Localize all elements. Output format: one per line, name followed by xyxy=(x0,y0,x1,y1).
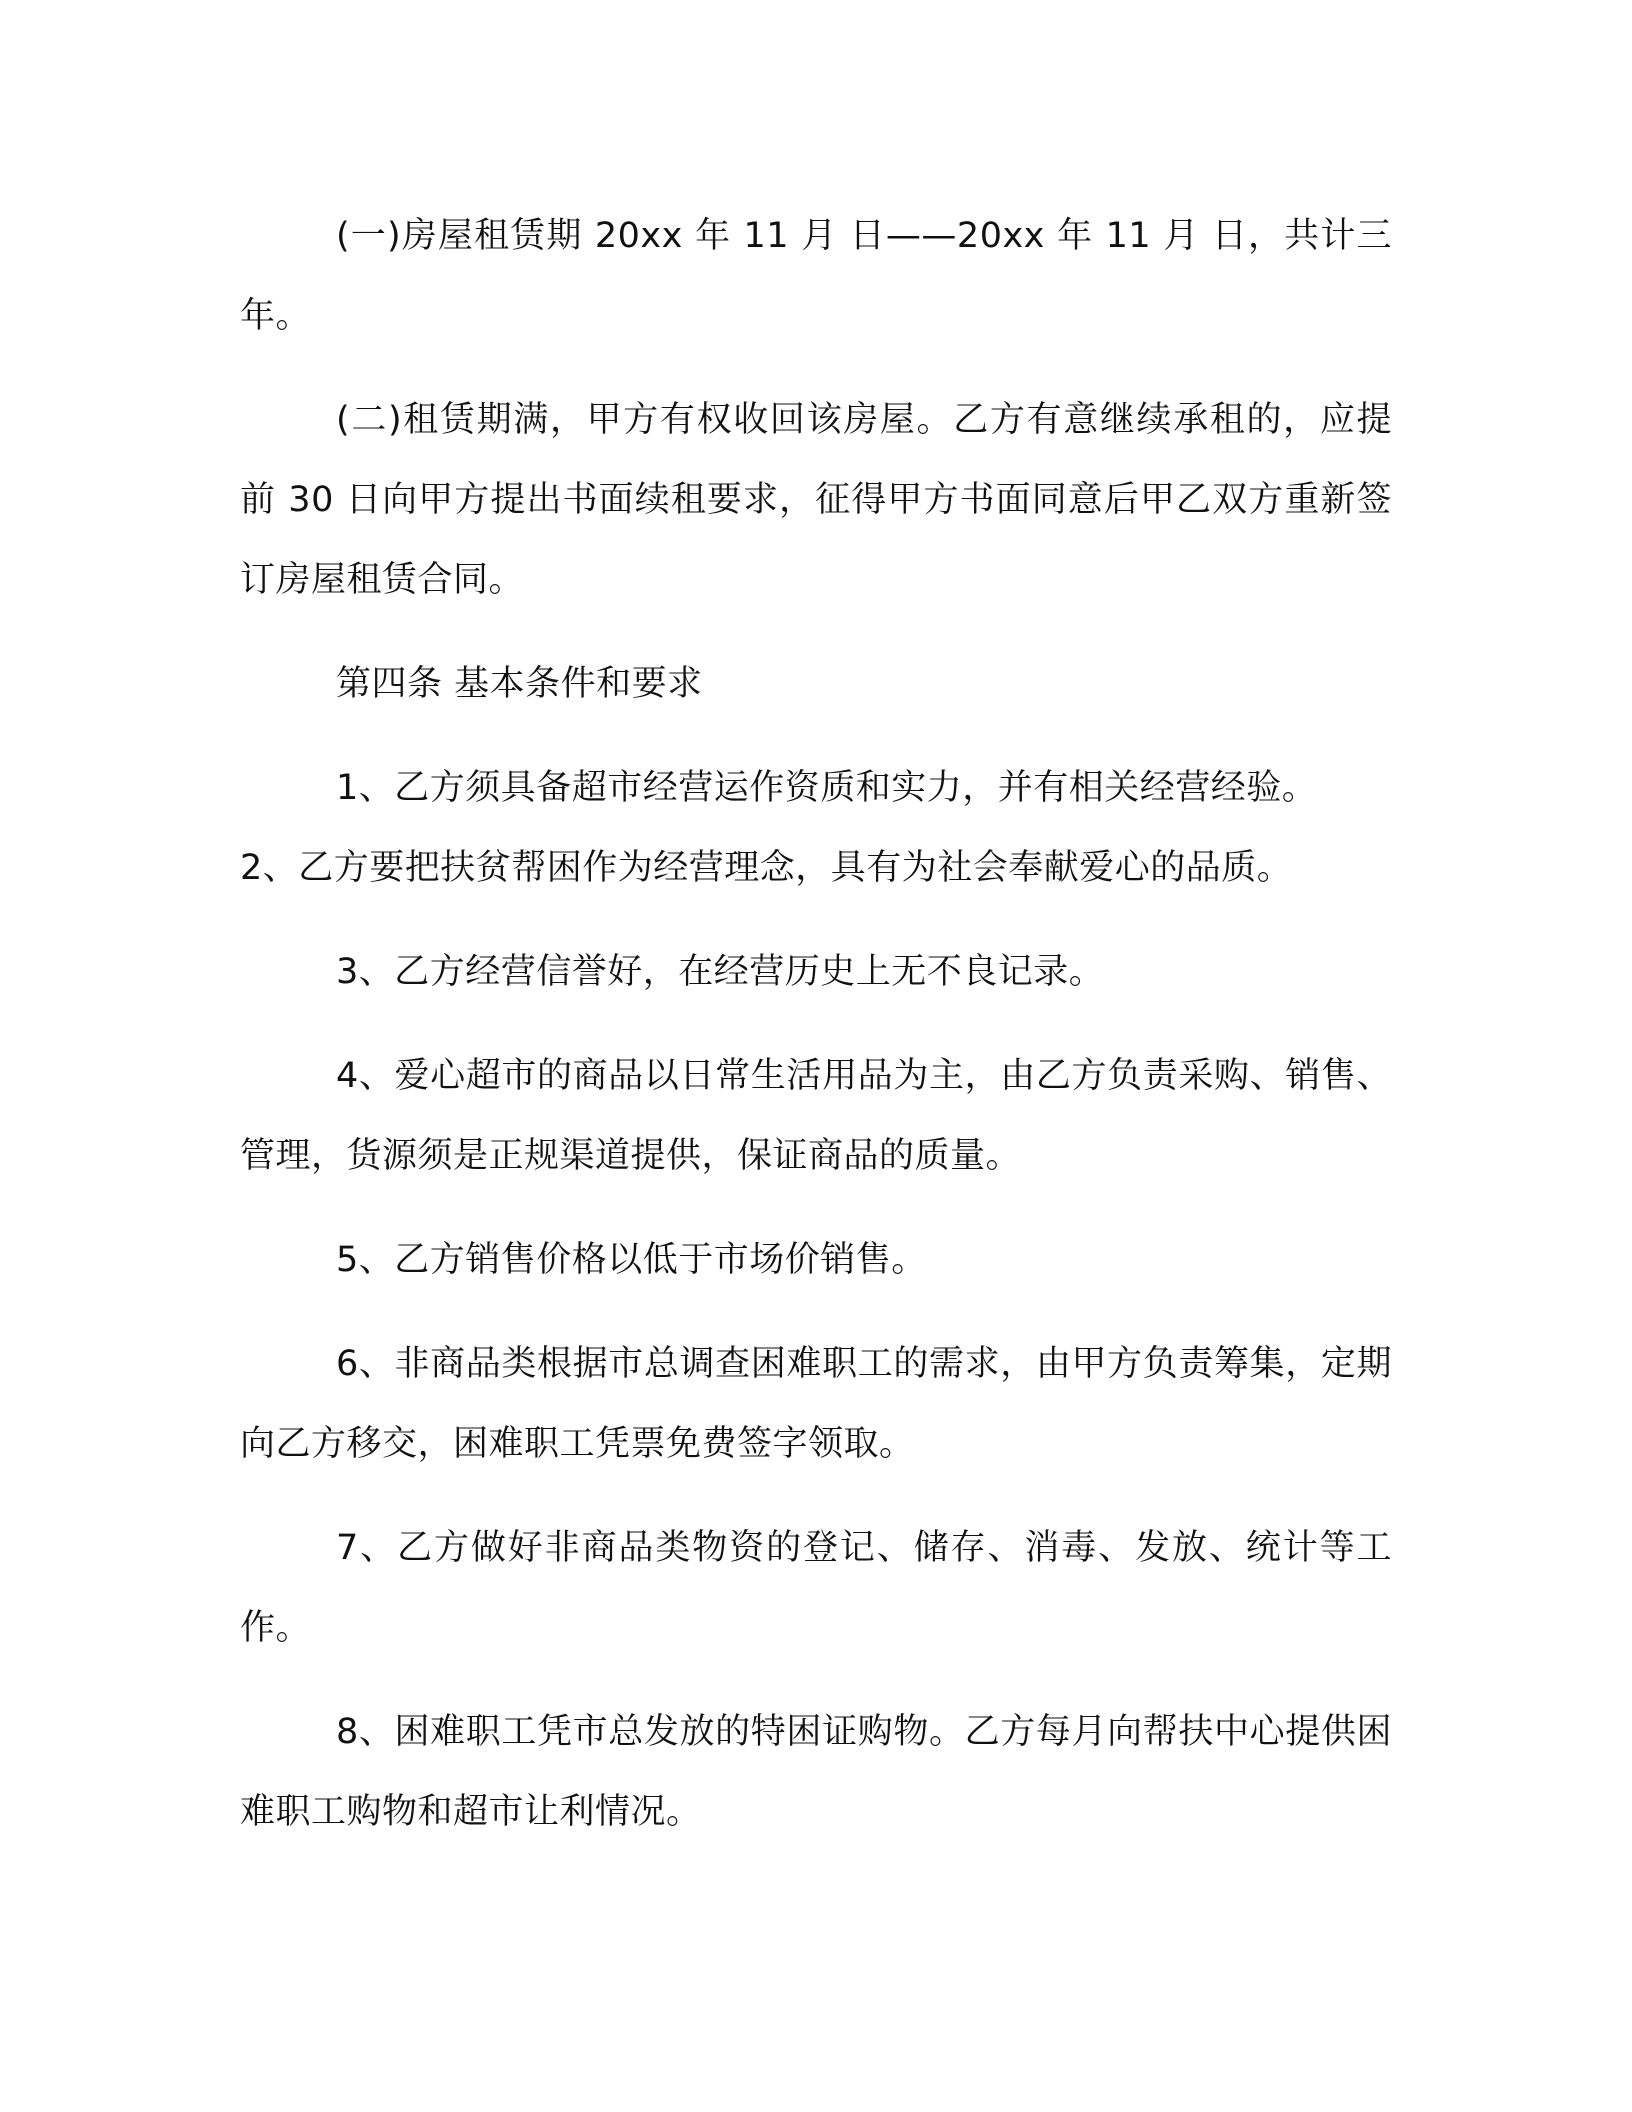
paragraph-lease-term: (一)房屋租赁期 20xx 年 11 月 日——20xx 年 11 月 日，共计三年。 xyxy=(240,216,1392,336)
list-item-1: 1、乙方须具备超市经营运作资质和实力，并有相关经营经验。 xyxy=(336,768,1318,808)
list-item-5: 5、乙方销售价格以低于市场价销售。 xyxy=(336,1240,927,1280)
list-item-7: 7、乙方做好非商品类物资的登记、储存、消毒、发放、统计等工作。 xyxy=(240,1528,1392,1648)
list-item-3: 3、乙方经营信誉好，在经营历史上无不良记录。 xyxy=(336,952,1105,992)
paragraph-lease-renewal: (二)租赁期满，甲方有权收回该房屋。乙方有意继续承租的，应提前 30 日向甲方提出书面续租要求，征得甲方书面同意后甲乙双方重新签订房屋租赁合同。 xyxy=(240,400,1392,600)
list-item-8: 8、困难职工凭市总发放的特困证购物。乙方每月向帮扶中心提供困难职工购物和超市让利情况。 xyxy=(240,1712,1392,1832)
list-item-4: 4、爱心超市的商品以日常生活用品为主，由乙方负责采购、销售、管理，货源须是正规渠道提供，保证商品的质量。 xyxy=(240,1056,1392,1176)
document-body xyxy=(240,196,1392,1876)
section-heading-article-4: 第四条 基本条件和要求 xyxy=(336,664,703,704)
list-item-2: 2、乙方要把扶贫帮困作为经营理念，具有为社会奉献爱心的品质。 xyxy=(240,848,1293,888)
list-item-6: 6、非商品类根据市总调查困难职工的需求，由甲方负责筹集，定期向乙方移交，困难职工凭票免费签字领取。 xyxy=(240,1344,1392,1464)
